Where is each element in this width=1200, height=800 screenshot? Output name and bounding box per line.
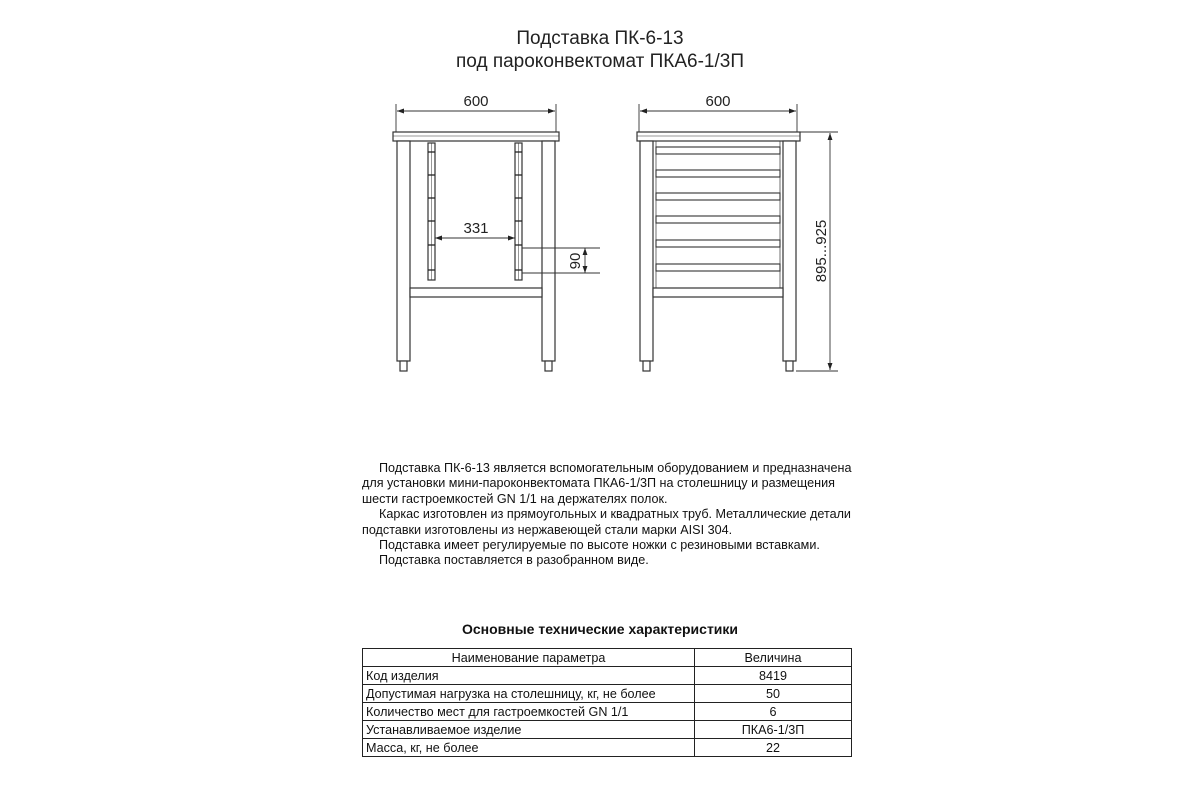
description-paragraph: Подставка ПК-6-13 является вспомогательным оборудованием и предназначена для установки мини-пароконвектомата ПКА6-1/3П на столешницу и размещения шести гастроемкостей GN 1/1 на держателях полок. (362, 461, 852, 506)
table-row (363, 703, 852, 721)
table-row (363, 721, 852, 739)
parameter-name: Допустимая нагрузка на столешницу, кг, не более (363, 685, 695, 703)
front-right-leg (542, 141, 555, 361)
header-value: Величина (695, 649, 852, 667)
side-left-leg (640, 141, 653, 361)
side-shelf-rails (656, 147, 780, 271)
product-description (362, 461, 852, 569)
side-width-label: 600 (705, 93, 731, 110)
description-paragraph: Подставка имеет регулируемые по высоте ножки с резиновыми вставками. (379, 538, 820, 553)
header-parameter: Наименование параметра (363, 649, 695, 667)
shelf-rail (656, 170, 780, 177)
parameter-value: ПКА6-1/3П (695, 721, 852, 739)
shelf-rail (656, 147, 780, 154)
shelf-rail (656, 264, 780, 271)
table-row (363, 685, 852, 703)
shelf-rail (656, 193, 780, 200)
description-paragraph: Подставка поставляется в разобранном виде. (379, 553, 649, 568)
parameter-name: Масса, кг, не более (363, 739, 695, 757)
shelf-rail (656, 240, 780, 247)
front-lower-crossbar (410, 288, 542, 297)
height-label: 895...925 (813, 219, 830, 283)
front-rail-ticks (428, 152, 522, 270)
specs-title: Основные технические характеристики (461, 621, 739, 637)
table-row (363, 667, 852, 685)
front-tabletop (393, 132, 559, 141)
parameter-name: Количество мест для гастроемкостей GN 1/1 (363, 703, 695, 721)
parameter-value: 22 (695, 739, 852, 757)
parameter-value: 8419 (695, 667, 852, 685)
parameter-value: 50 (695, 685, 852, 703)
specs-header-row (363, 649, 852, 667)
description-paragraph: Каркас изготовлен из прямоугольных и квадратных труб. Металлические детали подставки изготовлены из нержавеющей стали марки AISI 304. (362, 507, 851, 537)
side-right-leg (783, 141, 796, 361)
front-view (393, 104, 559, 371)
shelf-rail (656, 216, 780, 223)
parameter-name: Устанавливаемое изделие (363, 721, 695, 739)
front-width-label: 600 (463, 93, 489, 110)
side-tabletop (637, 132, 800, 141)
shelf-pitch-label: 90 (567, 252, 584, 270)
front-left-leg (397, 141, 410, 361)
side-view (637, 104, 838, 371)
side-lower-crossbar (653, 288, 783, 297)
specs-table (362, 648, 852, 757)
parameter-name: Код изделия (363, 667, 695, 685)
document-title-line-1: Подставка ПК-6-13 (516, 28, 684, 49)
table-row (363, 739, 852, 757)
parameter-value: 6 (695, 703, 852, 721)
document-title-line-2: под пароконвектомат ПКА6-1/3П (456, 51, 744, 72)
inner-width-label: 331 (463, 220, 489, 237)
